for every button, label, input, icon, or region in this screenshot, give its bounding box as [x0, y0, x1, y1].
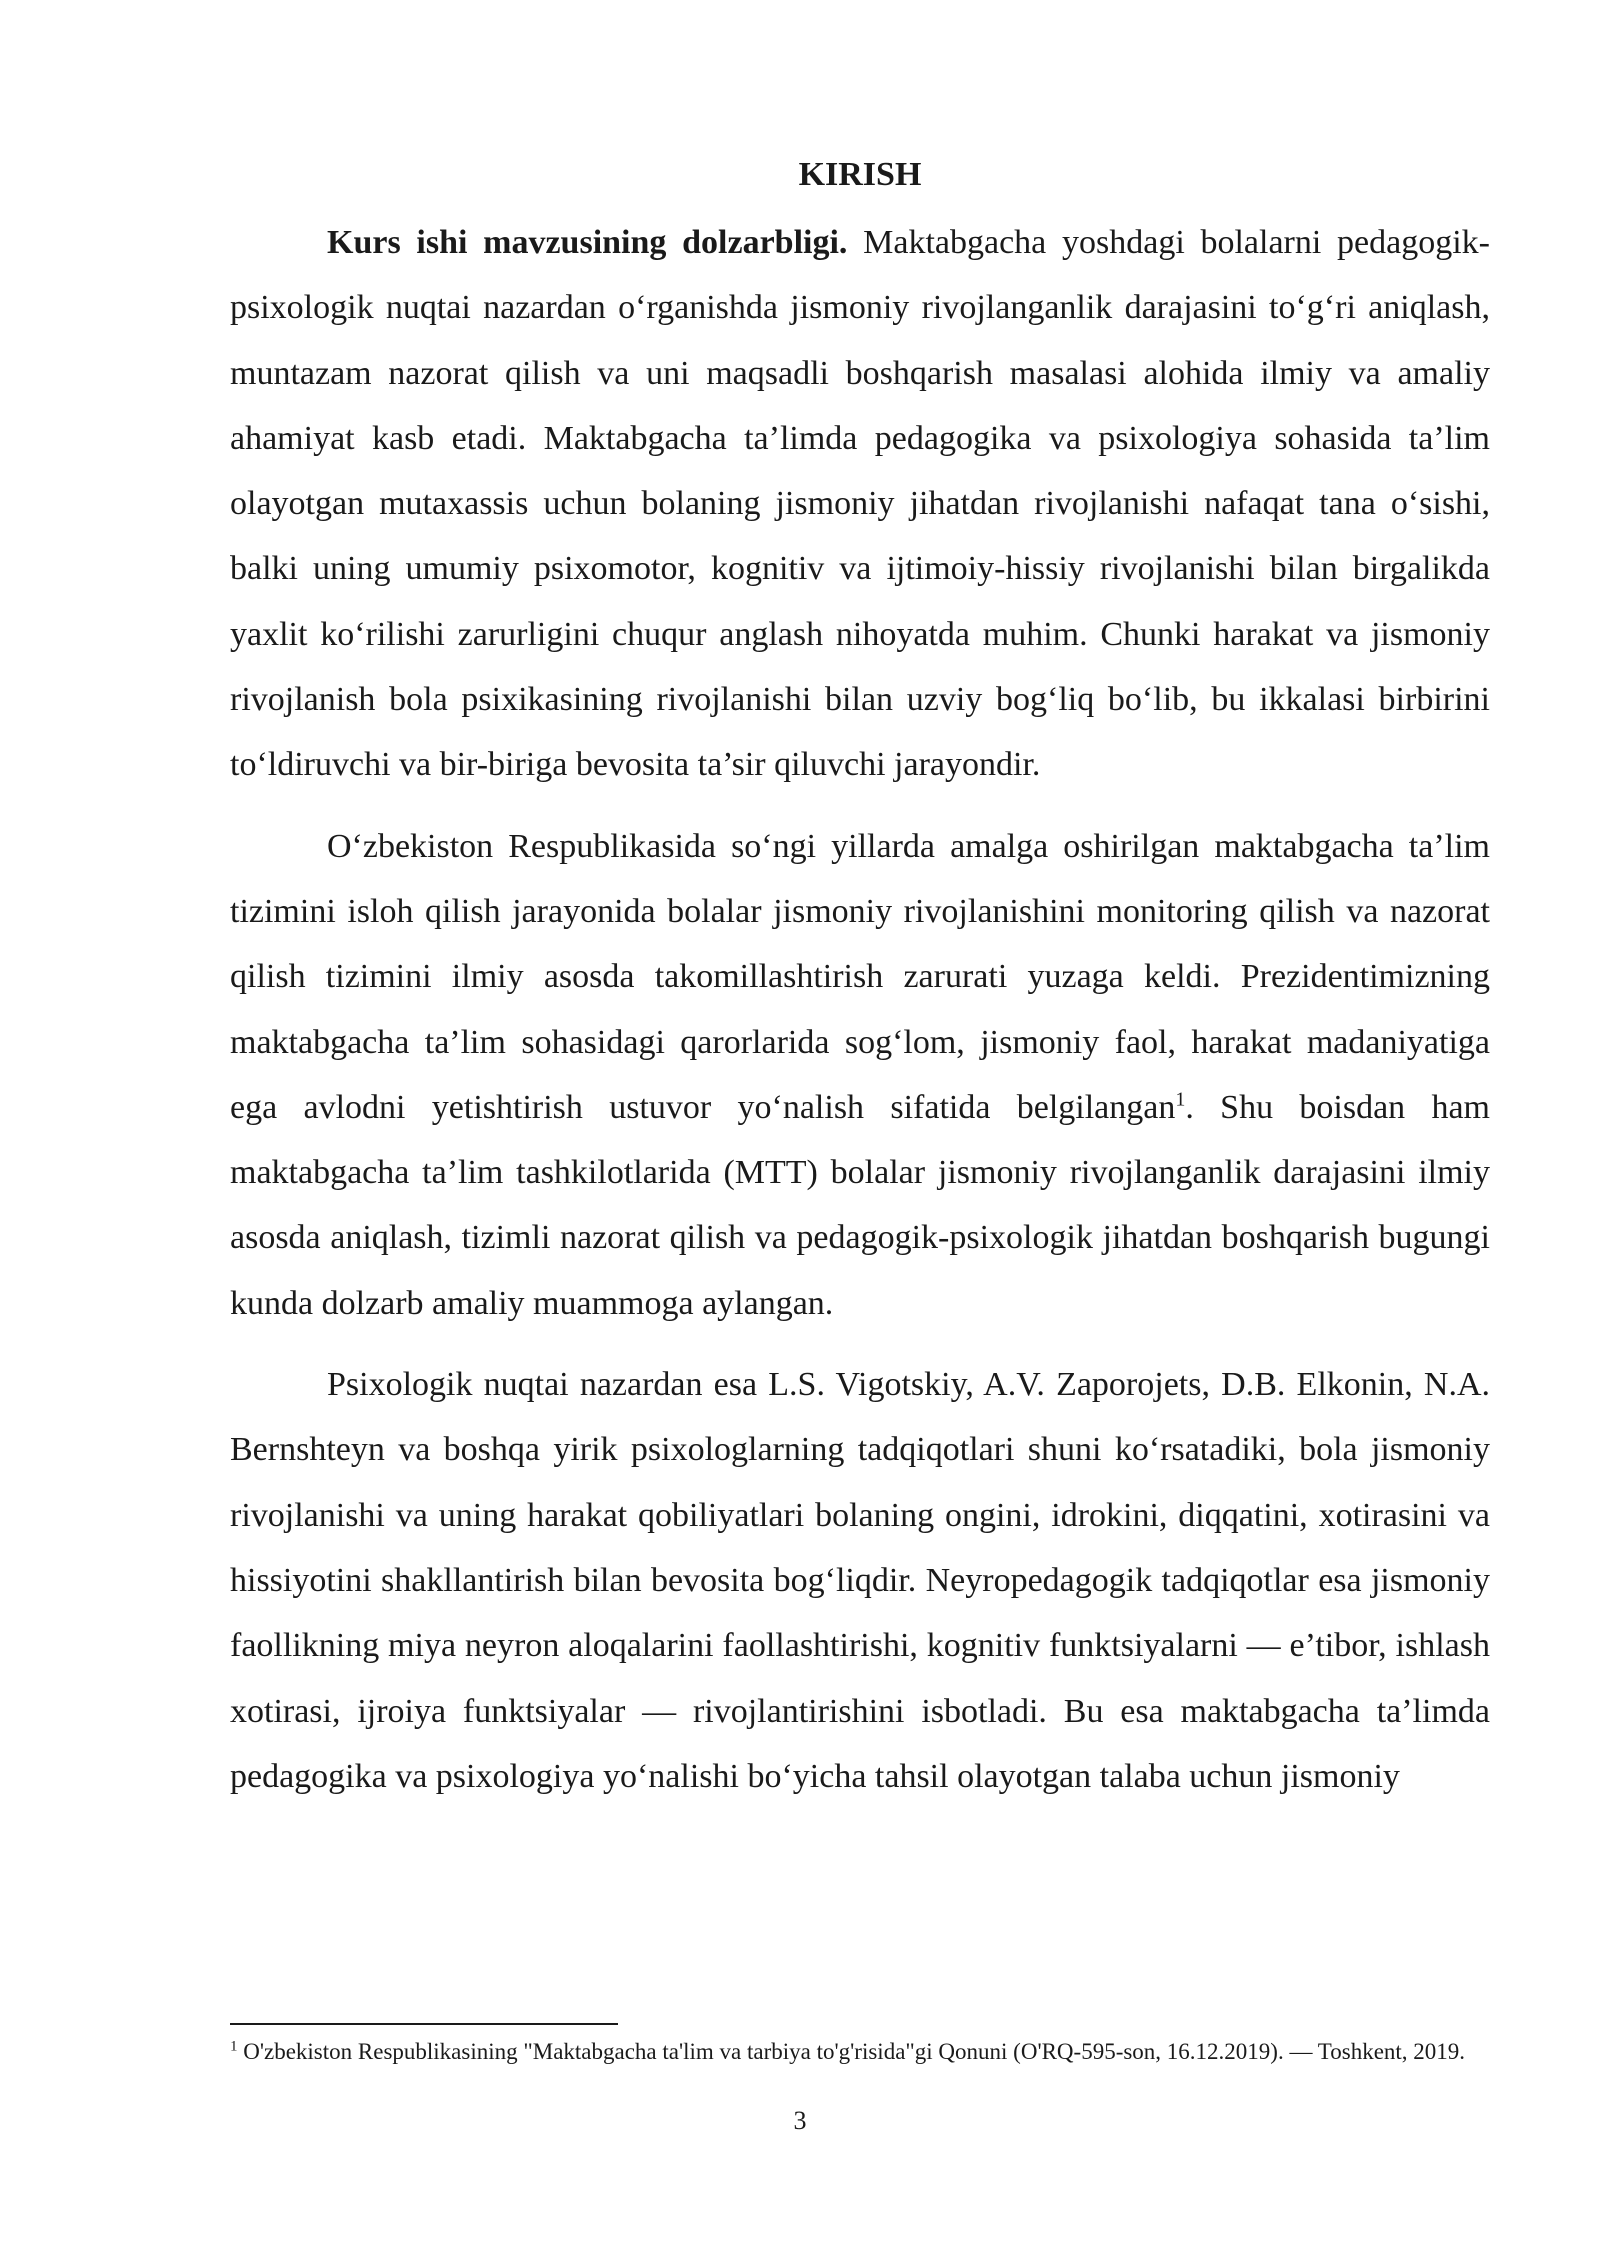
paragraph-text: Maktabgacha yoshdagi bolalarni pedagogik-psixologik nuqtai nazardan o‘rganishda jismoniy rivojlanganlik darajasini to‘g‘ri aniqlash, muntazam nazorat qilish va uni maqsadli boshqarish masalasi alohida ilmiy va amaliy ahamiyat kasb etadi. Maktabgacha ta’limda pedagogika va psixologiya sohasida ta’lim olayotgan mutaxassis uchun bolaning jismoniy jihatdan rivojlanishi nafaqat tana o‘sishi, balki uning umumiy psixomotor, kognitiv va ijtimoiy-hissiy rivojlanishi bilan birgalikda yaxlit ko‘rilishi zarurligini chuqur anglash nihoyatda muhim. Chunki harakat va jismoniy rivojlanish bola psixikasining rivojlanishi bilan uzviy bog‘liq bo‘lib, bu ikkalasi birbirini to‘ldiruvchi va bir-biriga bevosita ta’sir qiluvchi jarayondir.: [230, 224, 1490, 784]
footnote-text: O'zbekiston Respublikasining "Maktabgacha ta'lim va tarbiya to'g'risida"gi Qonuni (O'RQ-595-son, 16.12.2019). — Toshkent, 2019.: [237, 2039, 1466, 2064]
footnote-reference[interactable]: 1: [1175, 1088, 1186, 1111]
paragraph-text-after: . Shu boisdan ham maktabgacha ta’lim tashkilotlarida (MTT) bolalar jismoniy rivojlanganlik darajasini ilmiy asosda aniqlash, tizimli nazorat qilish va pedagogik-psixologik jihatdan boshqarish bugungi kunda dolzarb amaliy muammoga aylangan.: [230, 1088, 1491, 1322]
footnote-separator: [230, 2023, 618, 2025]
paragraph-psychology: [230, 1352, 1490, 1809]
paragraph-relevance: [230, 210, 1490, 798]
paragraph-text-before: O‘zbekiston Respublikasida so‘ngi yillarda amalga oshirilgan maktabgacha ta’lim tizimini isloh qilish jarayonida bolalar jismoniy rivojlanishini monitoring qilish va nazorat qilish tizimini ilmiy asosda takomillashtirish zarurati yuzaga keldi. Prezidentimizning maktabgacha ta’lim sohasidagi qarorlarida sog‘lom, jismoniy faol, harakat madaniyatiga ega avlodni yetishtirish ustuvor yo‘nalish sifatida belgilangan: [230, 827, 1490, 1126]
section-heading: KIRISH: [798, 156, 922, 193]
paragraph-reforms: [230, 814, 1490, 1336]
footnote: [230, 2036, 1490, 2068]
page-body: [230, 150, 1490, 1825]
paragraph-text: Psixologik nuqtai nazardan esa L.S. Vigotskiy, A.V. Zaporojets, D.B. Elkonin, N.A. Bernshteyn va boshqa yirik psixologlarning tadqiqotlari shuni ko‘rsatadiki, bola jismoniy rivojlanishi va uning harakat qobiliyatlari bolaning ongini, idrokini, diqqatini, xotirasini va hissiyotini shakllantirish bilan bevosita bog‘liqdir. Neyropedagogik tadqiqotlar esa jismoniy faollikning miya neyron aloqalarini faollashtirishi, kognitiv funktsiyalarni — e’tibor, ishlash xotirasi, ijroiya funktsiyalar — rivojlantirishini isbotladi. Bu esa maktabgacha ta’limda pedagogika va psixologiya yo‘nalishi bo‘yicha tahsil olayotgan talaba uchun jismoniy: [230, 1366, 1490, 1795]
page-number: 3: [793, 2106, 807, 2135]
footnote-number: 1: [230, 2038, 238, 2055]
paragraph-lead: Kurs ishi mavzusining dolzarbligi.: [327, 224, 848, 261]
